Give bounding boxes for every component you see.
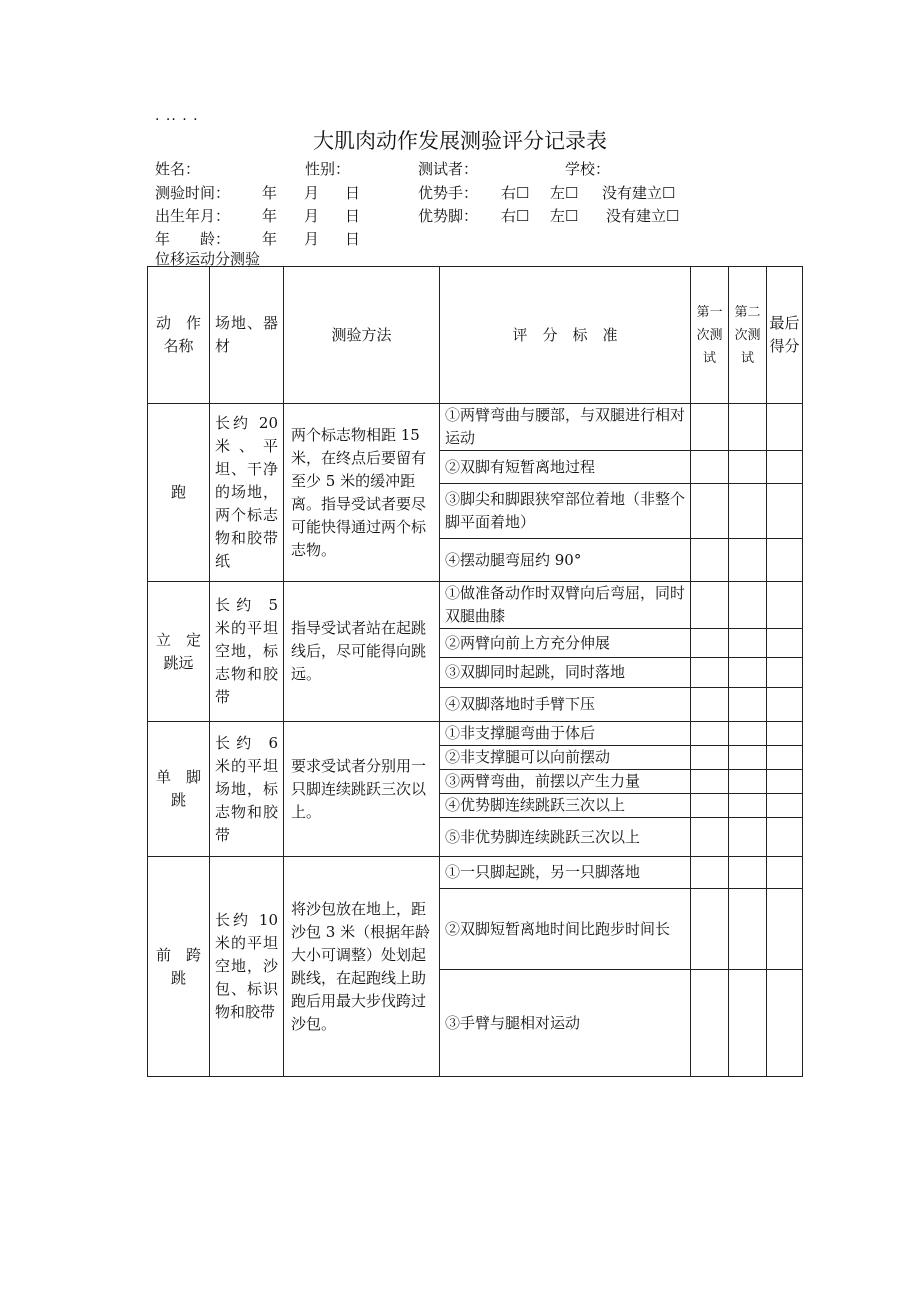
criterion: ③手臂与腿相对运动 <box>440 970 691 1077</box>
section-title: 位移运动分测验 <box>155 250 261 268</box>
score-cell-test2[interactable] <box>729 970 767 1077</box>
action-method: 指导受试者站在起跳线后，尽可能得向跳远。 <box>284 582 440 722</box>
age-year: 年 <box>262 230 278 248</box>
score-cell-test1[interactable] <box>691 404 729 451</box>
score-cell-final[interactable] <box>767 746 803 770</box>
test-date-month: 月 <box>304 184 320 202</box>
table-row <box>148 857 803 889</box>
criterion: ②非支撑腿可以向前摆动 <box>440 746 691 770</box>
table-row <box>148 582 803 629</box>
score-cell-final[interactable] <box>767 857 803 889</box>
score-cell-test2[interactable] <box>729 404 767 451</box>
header-marks: . .. . . <box>155 108 199 124</box>
score-cell-final[interactable] <box>767 722 803 746</box>
birth-day: 日 <box>345 207 361 225</box>
dominant-hand-label: 优势手： <box>418 184 479 202</box>
score-cell-test2[interactable] <box>729 451 767 484</box>
score-cell-test2[interactable] <box>729 629 767 658</box>
score-cell-final[interactable] <box>767 582 803 629</box>
score-cell-final[interactable] <box>767 658 803 688</box>
score-cell-test2[interactable] <box>729 484 767 539</box>
hand-left-option: 左☐ <box>550 184 579 202</box>
foot-right-option: 右☐ <box>501 207 530 225</box>
criterion: ①两臂弯曲与腰部，与双腿进行相对运动 <box>440 404 691 451</box>
page-title: 大肌肉动作发展测验评分记录表 <box>313 129 607 153</box>
score-cell-test1[interactable] <box>691 889 729 970</box>
name-label: 姓名： <box>155 160 201 178</box>
score-cell-final[interactable] <box>767 889 803 970</box>
action-name: 单 脚跳 <box>148 722 210 857</box>
header-test1: 第一次测试 <box>691 267 729 404</box>
score-cell-test2[interactable] <box>729 722 767 746</box>
score-cell-test2[interactable] <box>729 658 767 688</box>
header-method: 测验方法 <box>284 267 440 404</box>
score-cell-test1[interactable] <box>691 770 729 794</box>
score-cell-test2[interactable] <box>729 746 767 770</box>
action-method: 两个标志物相距 15 米，在终点后要留有至少 5 米的缓冲距离。指导受试者要尽可能快得通过两个标志物。 <box>284 404 440 582</box>
score-cell-test1[interactable] <box>691 582 729 629</box>
age-day: 日 <box>345 230 361 248</box>
action-venue: 长约 5 米的平坦空地，标志物和胶带 <box>210 582 284 722</box>
score-cell-test1[interactable] <box>691 746 729 770</box>
table-row <box>148 404 803 451</box>
criterion: ④优势脚连续跳跃三次以上 <box>440 794 691 818</box>
action-name: 立 定跳远 <box>148 582 210 722</box>
header-venue: 场地、器材 <box>210 267 284 404</box>
score-cell-final[interactable] <box>767 970 803 1077</box>
score-cell-final[interactable] <box>767 539 803 582</box>
criterion: ①做准备动作时双臂向后弯屈，同时双腿曲膝 <box>440 582 691 629</box>
tester-label: 测试者： <box>418 160 479 178</box>
test-date-year: 年 <box>262 184 278 202</box>
gender-label: 性别： <box>305 160 351 178</box>
action-name: 跑 <box>148 404 210 582</box>
score-cell-test2[interactable] <box>729 857 767 889</box>
header-criteria: 评 分 标 准 <box>440 267 691 404</box>
score-cell-test1[interactable] <box>691 658 729 688</box>
action-venue: 长约 6 米的平坦场地，标志物和胶带 <box>210 722 284 857</box>
birth-month: 月 <box>304 207 320 225</box>
score-cell-final[interactable] <box>767 451 803 484</box>
hand-not-established-option: 没有建立☐ <box>602 184 676 202</box>
score-cell-test1[interactable] <box>691 629 729 658</box>
score-cell-test1[interactable] <box>691 451 729 484</box>
foot-left-option: 左☐ <box>550 207 579 225</box>
score-cell-test2[interactable] <box>729 539 767 582</box>
action-venue: 长约 20 米、平坦、干净的场地，两个标志物和胶带纸 <box>210 404 284 582</box>
criterion: ④摆动腿弯屈约 90° <box>440 539 691 582</box>
score-cell-test1[interactable] <box>691 688 729 722</box>
test-date-label: 测验时间： <box>155 184 231 202</box>
score-cell-test1[interactable] <box>691 722 729 746</box>
score-cell-final[interactable] <box>767 794 803 818</box>
criterion: ②两臂向前上方充分伸展 <box>440 629 691 658</box>
header-action: 动 作名称 <box>148 267 210 404</box>
score-cell-test1[interactable] <box>691 818 729 857</box>
scoring-table <box>147 266 803 1077</box>
criterion: ①非支撑腿弯曲于体后 <box>440 722 691 746</box>
hand-right-option: 右☐ <box>501 184 530 202</box>
table-header-row <box>148 267 803 404</box>
score-cell-test2[interactable] <box>729 770 767 794</box>
action-venue: 长约 10 米的平坦空地，沙包、标识物和胶带 <box>210 857 284 1077</box>
criterion: ③两臂弯曲，前摆以产生力量 <box>440 770 691 794</box>
header-test2: 第二次测试 <box>729 267 767 404</box>
action-method: 将沙包放在地上，距沙包 3 米（根据年龄大小可调整）处划起跳线，在起跑线上助跑后用最大步伐跨过沙包。 <box>284 857 440 1077</box>
score-cell-test2[interactable] <box>729 688 767 722</box>
dominant-foot-label: 优势脚： <box>418 207 479 225</box>
action-name: 前 跨跳 <box>148 857 210 1077</box>
criterion: ④双脚落地时手臂下压 <box>440 688 691 722</box>
score-cell-final[interactable] <box>767 404 803 451</box>
school-label: 学校： <box>565 160 611 178</box>
score-cell-final[interactable] <box>767 484 803 539</box>
score-cell-final[interactable] <box>767 818 803 857</box>
score-cell-test1[interactable] <box>691 484 729 539</box>
score-cell-test1[interactable] <box>691 539 729 582</box>
table-row <box>148 722 803 746</box>
criterion: ②双脚有短暂离地过程 <box>440 451 691 484</box>
score-cell-final[interactable] <box>767 688 803 722</box>
birth-year: 年 <box>262 207 278 225</box>
criterion: ⑤非优势脚连续跳跃三次以上 <box>440 818 691 857</box>
score-cell-test2[interactable] <box>729 889 767 970</box>
score-cell-test1[interactable] <box>691 857 729 889</box>
age-label: 年 龄： <box>155 230 231 248</box>
foot-not-established-option: 没有建立☐ <box>606 207 680 225</box>
score-cell-test1[interactable] <box>691 970 729 1077</box>
criterion: ②双脚短暂离地时间比跑步时间长 <box>440 889 691 970</box>
test-date-day: 日 <box>345 184 361 202</box>
score-cell-test1[interactable] <box>691 794 729 818</box>
age-month: 月 <box>304 230 320 248</box>
header-final: 最后得分 <box>767 267 803 404</box>
score-cell-test2[interactable] <box>729 794 767 818</box>
action-method: 要求受试者分别用一只脚连续跳跃三次以上。 <box>284 722 440 857</box>
criterion: ③双脚同时起跳，同时落地 <box>440 658 691 688</box>
score-cell-test2[interactable] <box>729 818 767 857</box>
birth-label: 出生年月： <box>155 207 231 225</box>
criterion: ③脚尖和脚跟狭窄部位着地（非整个脚平面着地） <box>440 484 691 539</box>
score-cell-final[interactable] <box>767 629 803 658</box>
criterion: ①一只脚起跳，另一只脚落地 <box>440 857 691 889</box>
score-cell-final[interactable] <box>767 770 803 794</box>
score-cell-test2[interactable] <box>729 582 767 629</box>
